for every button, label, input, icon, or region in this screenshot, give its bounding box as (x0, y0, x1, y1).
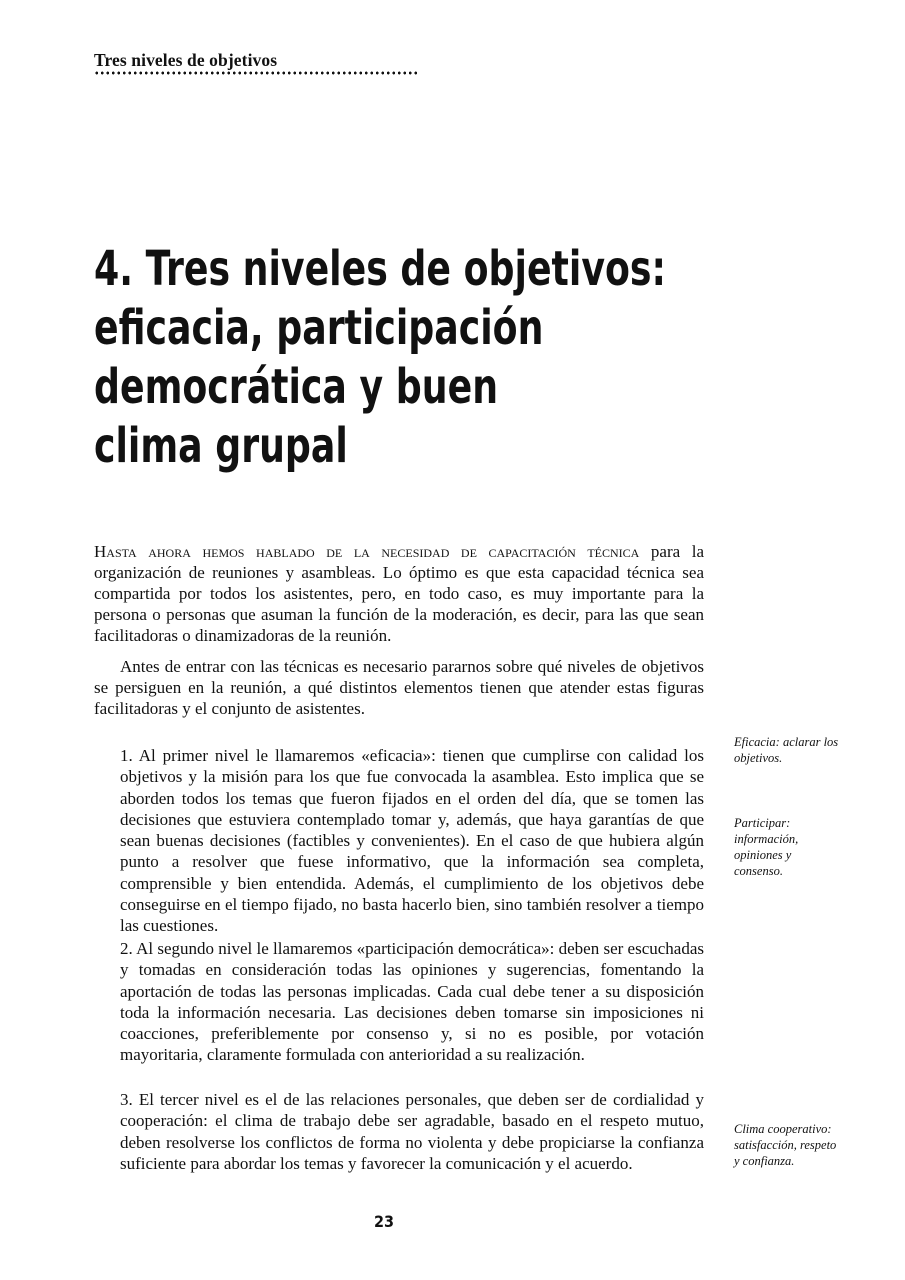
chapter-title-line: clima grupal (94, 418, 348, 474)
chapter-title-line: 4. Tres niveles de objetivos: (94, 241, 667, 297)
list-item-eficacia: 1. Al primer nivel le llamaremos «eficacia»: tienen que cumplirse con calidad los objetivos y la misión para los que fue convocada la asamblea. Esto implica que se aborden todos los temas que fueron fijados en el orden del día, que se tomen las decisiones que estuviera contemplado tomar y, además, que haya garantías de que sean buenas decisiones (factibles y convenientes). En el caso de que hubiera algún punto a resolver que fuese informativo, que la información sea completa, comprensible y bien entendida. Además, el cumplimiento de los objetivos debe conseguirse en el tiempo fijado, no basta hacerlo bien, sino también resolver a tiempo las cuestiones. (120, 746, 704, 936)
chapter-title (94, 240, 699, 476)
paragraph-2: Antes de entrar con las técnicas es necesario pararnos sobre qué niveles de objetivos se persiguen en la reunión, a qué distintos elementos tienen que atender estas figuras facilitadoras y el conjunto de asistentes. (94, 657, 704, 718)
margin-note-eficacia: Eficacia: aclarar los objetivos. (734, 735, 839, 765)
intro-lead: Hasta ahora hemos hablado de la necesidad de capacitación técnica (94, 542, 640, 561)
margin-note-clima: Clima cooperativo: satisfacción, respeto y confianza. (734, 1122, 837, 1168)
page-number: 23 (373, 1212, 395, 1231)
running-head: Tres niveles de objetivos (94, 50, 278, 70)
intro-paragraph (94, 541, 704, 646)
list-item-participacion: 2. Al segundo nivel le llamaremos «participación democrática»: deben ser escuchadas y tomadas en consideración todas las opiniones y sugerencias, fomentando la aportación de todas las personas implicadas. Cada cual debe tener a su disposición toda la información necesaria. Las decisiones deben tomarse sin imposiciones ni coacciones, preferiblemente por consenso y, si no es posible, por votación mayoritaria, claramente formulada con anterioridad a su realización. (120, 939, 704, 1065)
margin-note-participar: Participar: información, opiniones y consenso. (734, 816, 799, 878)
dotted-rule (94, 71, 420, 75)
chapter-title-line: eficacia, participación (94, 300, 544, 356)
chapter-title-line: democrática y buen (94, 359, 499, 415)
list-item-clima: 3. El tercer nivel es el de las relaciones personales, que deben ser de cordialidad y cooperación: el clima de trabajo debe ser agradable, basado en el respeto mutuo, deben resolverse los conflictos de forma no violenta y debe propiciarse la confianza suficiente para abordar los temas y favorecer la comunicación y el acuerdo. (120, 1090, 704, 1173)
intro-rest: para la organización de reuniones y asambleas. Lo óptimo es que esta capacidad técnica sea compartida por todos los asistentes, pero, en todo caso, es muy importante para la persona o personas que asuman la función de la moderación, es decir, para las que sean facilitadoras o dinamizadoras de la reunión. (94, 542, 704, 645)
